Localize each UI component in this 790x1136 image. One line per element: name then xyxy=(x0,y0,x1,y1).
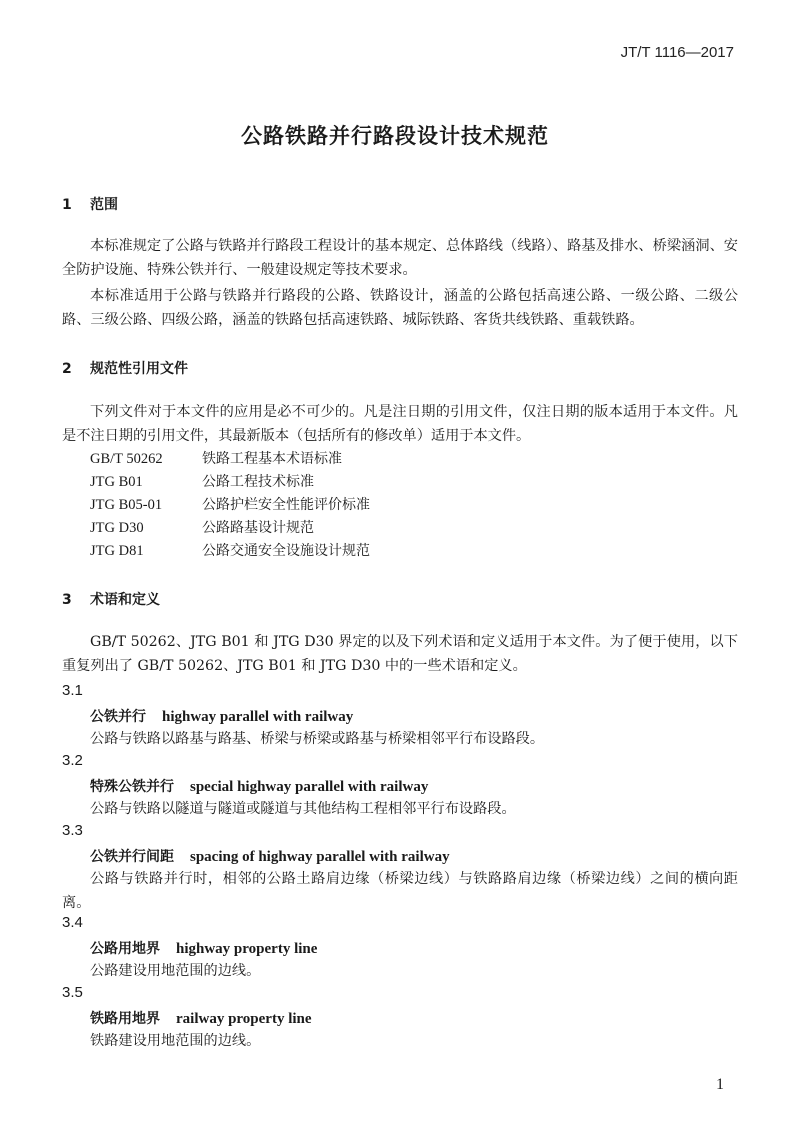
term-english: special highway parallel with railway xyxy=(190,779,429,795)
reference-name: 公路交通安全设施设计规范 xyxy=(202,543,370,559)
section-3-heading xyxy=(62,589,160,609)
section-2-heading xyxy=(62,358,188,378)
clause-number: 3.2 xyxy=(62,752,83,769)
term-heading xyxy=(90,1008,312,1028)
terms-intro: GB/T 50262、JTG B01 和 JTG D30 界定的以及下列术语和定义适用于本文件。为了便于使用，以下重复列出了 GB/T 50262、JTG B01 和 JTG D30 中的一些术语和定义。 xyxy=(62,634,738,674)
section-number: 2 xyxy=(62,361,72,377)
term-chinese: 公铁并行间距 xyxy=(90,849,174,865)
reference-item xyxy=(90,495,370,515)
term-definition: 公路建设用地范围的边线。 xyxy=(90,963,261,979)
reference-item xyxy=(90,518,314,538)
normative-intro: 下列文件对于本文件的应用是必不可少的。凡是注日期的引用文件，仅注日期的版本适用于本文件。凡是不注日期的引用文件，其最新版本（包括所有的修改单）适用于本文件。 xyxy=(62,404,738,444)
section-title: 范围 xyxy=(90,197,118,213)
term-chinese: 特殊公铁并行 xyxy=(90,779,174,795)
page-number: 1 xyxy=(716,1076,724,1093)
reference-code: JTG B01 xyxy=(90,474,143,490)
reference-name: 铁路工程基本术语标准 xyxy=(202,451,342,467)
term-heading xyxy=(90,776,428,796)
clause-number: 3.3 xyxy=(62,822,83,839)
scope-paragraph-2: 本标准适用于公路与铁路并行路段的公路、铁路设计，涵盖的公路包括高速公路、一级公路、二级公路、三级公路、四级公路，涵盖的铁路包括高速铁路、城际铁路、客货共线铁路、重载铁路。 xyxy=(62,288,738,328)
reference-code: JTG D81 xyxy=(90,543,144,559)
term-definition: 公路与铁路以路基与路基、桥梁与桥梁或路基与桥梁相邻平行布设路段。 xyxy=(90,731,545,747)
term-chinese: 公路用地界 xyxy=(90,941,160,957)
section-1-heading xyxy=(62,194,118,214)
reference-name: 公路护栏安全性能评价标准 xyxy=(202,497,370,513)
reference-item xyxy=(90,449,342,469)
term-english: highway property line xyxy=(176,941,318,957)
clause-number: 3.5 xyxy=(62,984,83,1001)
section-number: 3 xyxy=(62,592,72,608)
term-english: railway property line xyxy=(176,1011,312,1027)
section-title: 规范性引用文件 xyxy=(90,361,188,377)
term-english: spacing of highway parallel with railway xyxy=(190,849,450,865)
term-heading xyxy=(90,846,450,866)
reference-code: JTG D30 xyxy=(90,520,144,536)
reference-item xyxy=(90,541,370,561)
term-chinese: 铁路用地界 xyxy=(90,1011,160,1027)
reference-name: 公路工程技术标准 xyxy=(202,474,314,490)
section-title: 术语和定义 xyxy=(90,592,160,608)
term-definition: 铁路建设用地范围的边线。 xyxy=(90,1033,261,1049)
term-definition: 公路与铁路并行时，相邻的公路土路肩边缘（桥梁边线）与铁路路肩边缘（桥梁边线）之间的横向距离。 xyxy=(62,871,738,911)
section-number: 1 xyxy=(62,197,72,213)
reference-code: GB/T 50262 xyxy=(90,451,163,467)
scope-paragraph-1: 本标准规定了公路与铁路并行路段工程设计的基本规定、总体路线（线路）、路基及排水、桥梁涵洞、安全防护设施、特殊公铁并行、一般建设规定等技术要求。 xyxy=(62,238,738,278)
term-heading xyxy=(90,706,353,726)
document-title: 公路铁路并行路段设计技术规范 xyxy=(241,124,549,148)
standard-code: JT/T 1116—2017 xyxy=(620,44,734,61)
reference-name: 公路路基设计规范 xyxy=(202,520,314,536)
term-english: highway parallel with railway xyxy=(162,709,354,725)
term-chinese: 公铁并行 xyxy=(90,709,146,725)
term-heading xyxy=(90,938,317,958)
reference-code: JTG B05-01 xyxy=(90,497,163,513)
clause-number: 3.4 xyxy=(62,914,83,931)
clause-number: 3.1 xyxy=(62,682,83,699)
reference-item xyxy=(90,472,314,492)
term-definition: 公路与铁路以隧道与隧道或隧道与其他结构工程相邻平行布设路段。 xyxy=(90,801,516,817)
